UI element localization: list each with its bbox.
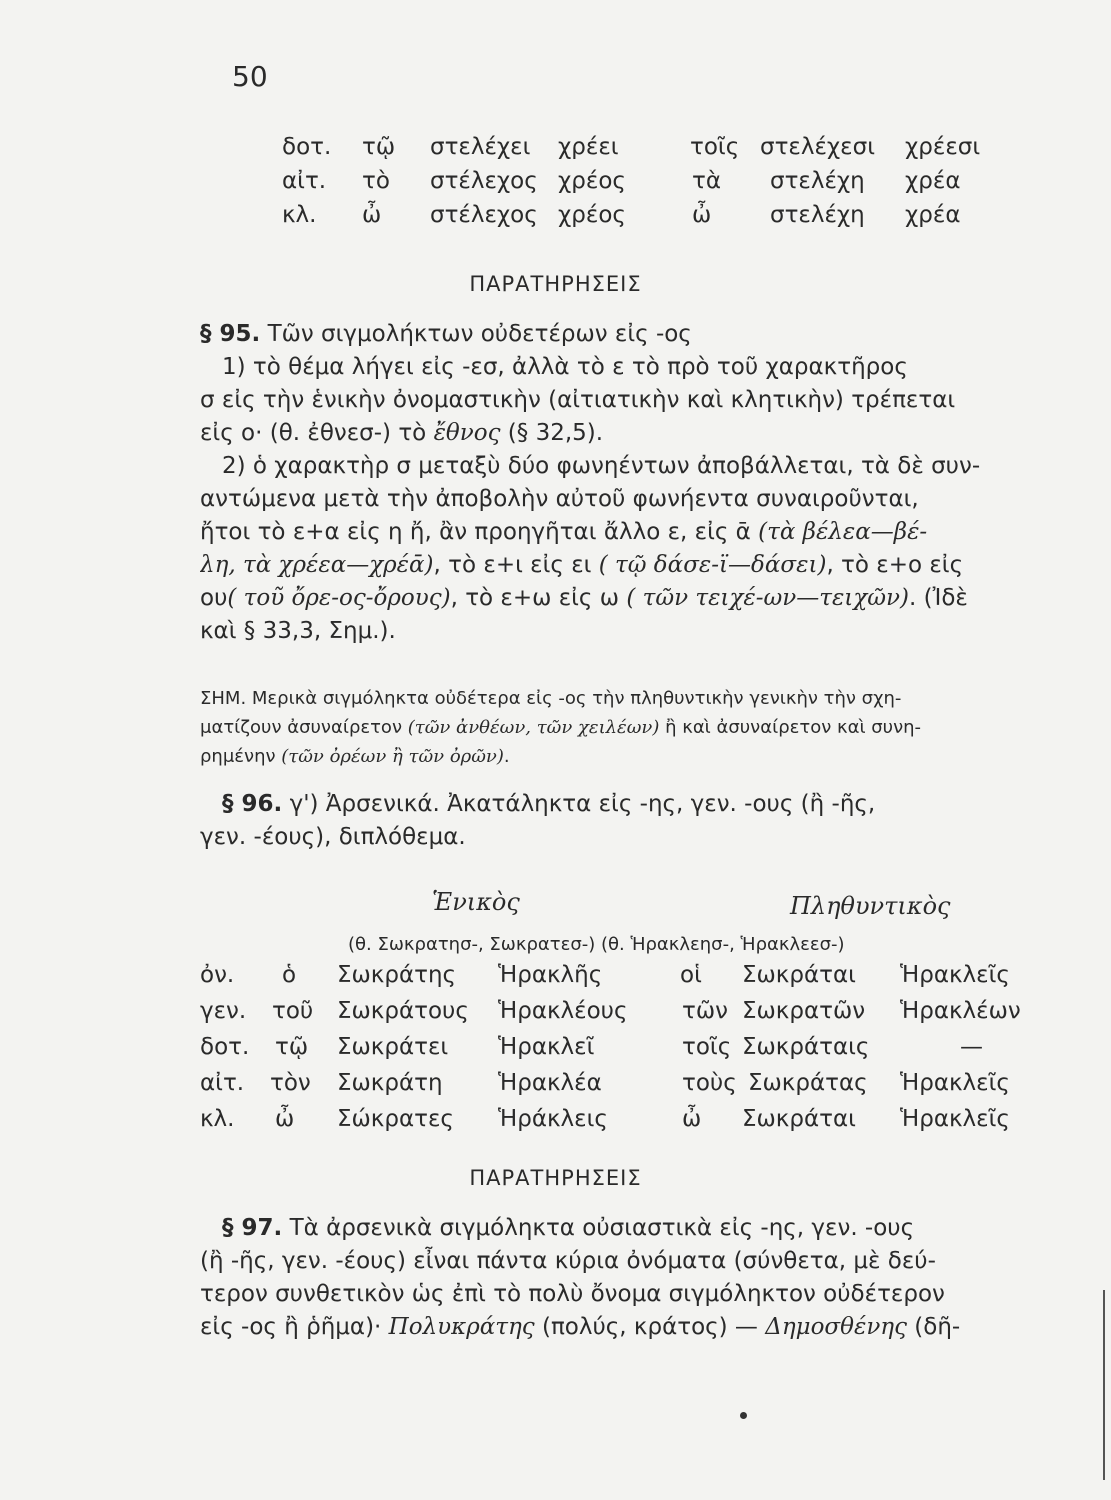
table-row	[0, 1034, 1111, 1068]
case-label: κλ.	[282, 202, 317, 228]
print-speck	[740, 1412, 747, 1419]
article: ὁ	[282, 962, 297, 988]
case-label: κλ.	[200, 1106, 235, 1132]
table-cell: Ἡρακλεῖς	[900, 1106, 1010, 1132]
table-cell: Σωκράτει	[337, 1034, 449, 1060]
case-label: δοτ.	[282, 134, 332, 160]
table-cell: Σωκρατῶν	[742, 998, 866, 1024]
section-heading: ΠΑΡΑΤΗΡΗΣΕΙΣ	[469, 272, 642, 296]
article: τὰ	[692, 168, 722, 194]
page-number: 50	[232, 60, 268, 93]
case-label: δοτ.	[200, 1034, 250, 1060]
table-cell: —	[960, 1034, 983, 1060]
paragraph-96: § 96. γ') Ἀρσενικά. Ἀκατάληκτα εἰς -ης, γεν. -ους (ἢ -ῆς, γεν. -έους), διπλόθεμα.	[200, 791, 876, 850]
table-cell: Σωκράτας	[748, 1070, 868, 1096]
table-cell: Ἡρακλέα	[498, 1070, 602, 1096]
table-cell: στελέχη	[770, 202, 865, 228]
article: τοῖς	[682, 1034, 732, 1060]
case-label: αἰτ.	[200, 1070, 245, 1096]
article: ὦ	[362, 202, 382, 228]
table-cell: Ἡρακλεῖς	[900, 1070, 1010, 1096]
table-row	[0, 1070, 1111, 1104]
table-cell: Σωκράτης	[337, 962, 457, 988]
table-cell: Σωκράται	[742, 1106, 856, 1132]
plural-heading: Πληθυντικὸς	[790, 892, 951, 920]
article: τοῦ	[272, 998, 314, 1024]
table-cell: στελέχη	[770, 168, 865, 194]
article: τοῖς	[690, 134, 740, 160]
table-cell: Ἡρακλεῖς	[900, 962, 1010, 988]
stem-note: (θ. Σωκρατησ-, Σωκρατεσ-) (θ. Ἡρακλεησ-, Ἡρακλεεσ-)	[348, 934, 845, 955]
article: τῷ	[362, 134, 396, 160]
article: τῶν	[682, 998, 728, 1024]
article: ὦ	[682, 1106, 702, 1132]
section-number: § 95.	[200, 321, 261, 347]
table-cell: Σωκράταις	[742, 1034, 870, 1060]
table-row	[0, 168, 1111, 202]
table-cell: χρέει	[558, 134, 619, 160]
table-cell: χρέος	[558, 168, 626, 194]
table-cell: Ἡρακλεῖ	[498, 1034, 595, 1060]
section-number: § 96.	[222, 791, 283, 817]
table-cell: Σωκράται	[742, 962, 856, 988]
table-cell: Σωκράτη	[337, 1070, 443, 1096]
section-number: § 97.	[222, 1215, 283, 1241]
table-row	[0, 1106, 1111, 1140]
remark-note: ΣΗΜ. Μερικὰ σιγμόληκτα οὐδέτερα εἰς -ος τὴν πληθυντικὴν γενικὴν τὴν σχη- ματίζουν ἀσυναίρετον (τῶν ἀνθέων, τῶν χειλέων) ἢ καὶ ἀσυναίρετον καὶ συνη- ρημένην (τῶν ὀρέων ἢ τῶν ὀρῶν).	[200, 688, 922, 767]
table-row	[0, 962, 1111, 996]
table-cell: Ἡράκλεις	[498, 1106, 608, 1132]
binding-edge	[1103, 1290, 1105, 1480]
table-cell: Ἡρακλέων	[900, 998, 1021, 1024]
table-cell: στελέχεσι	[760, 134, 875, 160]
article: τοὺς	[682, 1070, 737, 1096]
table-row	[0, 998, 1111, 1032]
case-label: γεν.	[200, 998, 247, 1024]
table-cell: Σωκράτους	[337, 998, 469, 1024]
article: τὸν	[270, 1070, 311, 1096]
article: ὦ	[275, 1106, 295, 1132]
table-row	[0, 134, 1111, 168]
article: τὸ	[362, 168, 390, 194]
case-label: αἰτ.	[282, 168, 327, 194]
article: τῷ	[275, 1034, 309, 1060]
table-cell: Ἡρακλέους	[498, 998, 628, 1024]
table-cell: χρέα	[905, 168, 961, 194]
table-cell: χρέα	[905, 202, 961, 228]
table-row	[0, 202, 1111, 236]
table-cell: χρέος	[558, 202, 626, 228]
case-label: ὀν.	[200, 962, 235, 988]
paragraph-95: § 95. Τῶν σιγμολήκτων οὐδετέρων εἰς -ος 1) τὸ θέμα λήγει εἰς -εσ, ἀλλὰ τὸ ε τὸ πρὸ τοῦ χαρακτῆρος σ εἰς τὴν ἑνικὴν ὀνομαστικὴν (αἰτιατικὴν καὶ κλητικὴν) τρέπεται εἰς ο· (θ. ἐθνεσ-) τὸ ἔθνος (§ 32,5). 2) ὁ χαρακτὴρ σ μεταξὺ δύο φωνηέντων ἀποβάλλεται, τὰ δὲ συν- αντώμενα μετὰ τὴν ἀποβολὴν αὐτοῦ φωνήεντα συναιροῦνται, ἤτοι τὸ ε+α εἰς η ἤ, ἂν προηγῆται ἄλλο ε, εἰς ᾱ (τὰ βέλεα—βέ- λη, τὰ χρέεα—χρέᾱ), τὸ ε+ι εἰς ει ( τῷ δάσε-ϊ—δάσει), τὸ ε+ο εἰς ου( τοῦ ὄρε-ος-ὄρους), τὸ ε+ω εἰς ω ( τῶν τειχέ-ων—τειχῶν). (Ἰδὲ καὶ § 33,3, Σημ.).	[200, 321, 981, 644]
table-cell: στελέχει	[430, 134, 531, 160]
table-cell: χρέεσι	[905, 134, 981, 160]
table-cell: στέλεχος	[430, 202, 538, 228]
article: οἱ	[680, 962, 702, 988]
table-cell: Ἡρακλῆς	[498, 962, 603, 988]
section-heading: ΠΑΡΑΤΗΡΗΣΕΙΣ	[469, 1166, 642, 1190]
table-cell: Σώκρατες	[337, 1106, 454, 1132]
article: ὦ	[692, 202, 712, 228]
paragraph-97: § 97. Τὰ ἀρσενικὰ σιγμόληκτα οὐσιαστικὰ εἰς -ης, γεν. -ους (ἢ -ῆς, γεν. -έους) εἶναι πάντα κύρια ὀνόματα (σύνθετα, μὲ δεύ- τερον συνθετικὸν ὡς ἐπὶ τὸ πολὺ ὄνομα σιγμόληκτον οὐδέτερον εἰς -ος ἢ ῥῆμα)· Πολυκράτης (πολύς, κράτος) — Δημοσθένης (δῆ-	[200, 1215, 961, 1340]
singular-heading: Ἑνικὸς	[432, 888, 520, 916]
table-cell: στέλεχος	[430, 168, 538, 194]
